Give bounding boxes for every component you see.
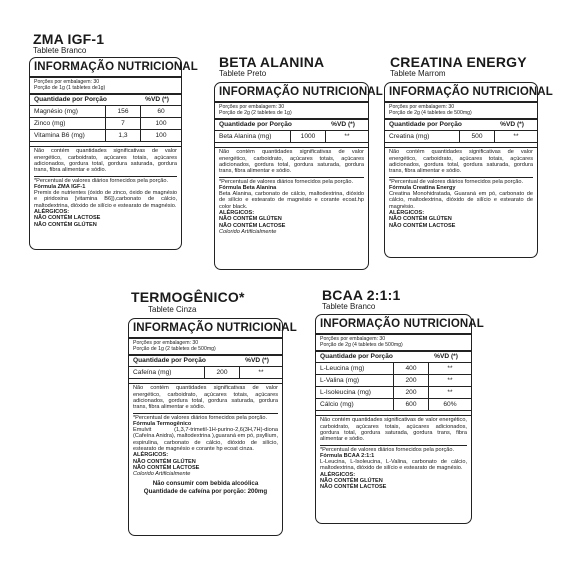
beta-heading: BETA ALANINA xyxy=(219,54,325,70)
creatina-allergen-lactose: NÃO CONTÉM LACTOSE xyxy=(389,222,456,229)
termo-servings: Porções por embalagem: 30 xyxy=(133,340,199,346)
bcaa-allergen-lactose: NÃO CONTÉM LACTOSE xyxy=(320,484,387,491)
bcaa-row-leucina: L-Leucina (mg) 400 ** xyxy=(316,363,471,375)
zma-allergens-title: ALÉRGICOS: xyxy=(34,209,70,216)
bcaa-row-valina: L-Valina (mg) 200 ** xyxy=(316,375,471,387)
beta-colorido: Colorido Artificialmente xyxy=(219,228,277,235)
termo-daily-value-note: *Percentual de valores diários fornecidos pela porção. xyxy=(133,414,268,421)
creatina-panel-title: INFORMAÇÃO NUTRICIONAL xyxy=(389,86,553,98)
beta-table-header: Quantidade por Porção %VD (*) xyxy=(215,118,368,131)
zma-row-magnesio: Magnésio (mg) 156 60 xyxy=(30,106,181,118)
termo-alcohol-warning: Não consumir com bebida alcoólica xyxy=(152,479,259,487)
beta-portion-size: Porção de 2g (2 tabletes de 1g) xyxy=(219,110,292,117)
bcaa-row-isoleucina: L-Isoleucina (mg) 200 ** xyxy=(316,387,471,399)
bcaa-daily-value-note: *Percentual de valores diários fornecidos pela porção. xyxy=(320,446,455,453)
beta-row-beta-alanina: Beta Alanina (mg) 1000 ** xyxy=(215,131,368,143)
termo-allergens-title: ALÉRGICOS: xyxy=(133,452,169,459)
bcaa-table-header: Quantidade por Porção %VD (*) xyxy=(316,350,471,363)
zma-formula-title: Fórmula ZMA IGF-1 xyxy=(34,183,86,190)
creatina-portion-size: Porção de 2g (4 tabletes de 500mg) xyxy=(389,110,472,117)
zma-servings: Porções por embalagem: 30 xyxy=(34,79,100,85)
zma-row-vitamina-b6: Vitamina B6 (mg) 1,3 100 xyxy=(30,130,181,142)
creatina-allergen-gluten: NÃO CONTÉM GLÚTEN xyxy=(389,216,452,223)
creatina-heading: CREATINA ENERGY xyxy=(390,54,527,70)
bcaa-portion-size: Porção de 2g (4 tabletes de 500mg) xyxy=(320,342,403,349)
bcaa-formula: L-Leucina, L-Isoleucina, L-Valina, carbonato de cálcio, maltodextrina, dióxido de silício e estearato de magnésio. xyxy=(320,459,467,472)
termo-colorido: Colorido Artificialmente xyxy=(133,471,191,478)
termo-formula: Emulvit (1,3,7-trimetil-1H-purino-2,6(3H,7H)-diona (Cafeína Anidra), maltodextrina ),guaraná em pó, psyllium, espirulina, carbonato de cálcio, dióxido de silício, estearato de magnésio e corante hp ecoat cinza. xyxy=(133,427,278,453)
creatina-table-header: Quantidade por Porção %VD (*) xyxy=(385,118,537,131)
beta-formula-title: Fórmula Beta Alanina xyxy=(219,184,277,191)
bcaa-formula-title: Fórmula BCAA 2:1:1 xyxy=(320,452,375,459)
creatina-daily-value-note: *Percentual de valores diários fornecidos pela porção. xyxy=(389,178,524,185)
termo-heading: TERMOGÊNICO* xyxy=(131,289,245,305)
zma-nutrition-panel xyxy=(29,57,198,250)
beta-formula: Beta Alanina, carbonato de cálcio, maltodextrina, dióxido de silício e estearato de magnésio e corante ecoat.hp color black. xyxy=(219,191,364,210)
beta-servings: Porções por embalagem: 30 xyxy=(219,104,285,110)
zma-allergen-gluten: NÃO CONTÉM GLÚTEN xyxy=(34,221,97,228)
bcaa-allergen-gluten: NÃO CONTÉM GLÚTEN xyxy=(320,478,383,485)
beta-panel-title: INFORMAÇÃO NUTRICIONAL xyxy=(219,86,383,98)
termo-portion-size: Porção de 1g (2 tabletes de 500mg) xyxy=(133,346,216,353)
bcaa-servings: Porções por embalagem: 30 xyxy=(320,336,386,342)
zma-row-zinco: Zinco (mg) 7 100 xyxy=(30,118,181,130)
zma-disclaimer: Não contém quantidades significativas de valor energético, carboidrato, açúcares totais, açúcares adicionados, gordura total, gordura saturada, gordura trans, fibra alimentar e sódio. xyxy=(34,148,177,174)
zma-daily-value-note: *Percentual de valores diários fornecidos pela porção. xyxy=(34,177,169,184)
zma-heading: ZMA IGF-1 xyxy=(33,31,105,47)
termo-formula-title: Fórmula Termogênico xyxy=(133,420,192,427)
bcaa-disclaimer: Não contém quantidades significativas de valor energético, carboidrato, açúcares totais, açúcares adicionados, gordura total, gordura saturada, gordura trans, fibra alimentar e sódio. xyxy=(320,417,467,443)
termo-allergen-lactose: NÃO CONTÉM LACTOSE xyxy=(133,464,200,471)
termo-caffeine-amount: Quantidade de cafeína por porção: 200mg xyxy=(143,488,268,496)
bcaa-tablet-color: Tablete Branco xyxy=(322,302,376,311)
zma-panel-title: INFORMAÇÃO NUTRICIONAL xyxy=(34,61,198,73)
creatina-formula-title: Fórmula Creatina Energy xyxy=(389,184,456,191)
termo-disclaimer: Não contém quantidades significativas de valor energético, carboidrato, açúcares totais, açúcares adicionados, gordura total, gordura saturada, gordura trans, fibra alimentar e sódio. xyxy=(133,385,278,411)
creatina-formula: Creatina Monohidratada, Guaraná em pó, carbonato de cálcio, maltodextrina, dióxido de silício e estearato de magnésio. xyxy=(389,191,533,210)
creatina-allergens-title: ALÉRGICOS: xyxy=(389,210,425,217)
termo-nutrition-panel xyxy=(128,318,297,536)
creatina-disclaimer: Não contém quantidades significativas de valor energético, carboidrato, açúcares totais, açúcares adicionados, gordura total, gordura saturada, gordura trans, fibra alimentar e sódio. xyxy=(389,149,533,175)
bcaa-nutrition-panel xyxy=(315,314,484,524)
beta-nutrition-panel xyxy=(214,82,383,270)
bcaa-heading: BCAA 2:1:1 xyxy=(322,287,401,303)
bcaa-allergens-title: ALÉRGICOS: xyxy=(320,471,356,478)
bcaa-row-calcio: Cálcio (mg) 600 60% xyxy=(316,399,471,411)
zma-portion-size: Porção de 1g (1 tabletes de1g) xyxy=(34,85,106,92)
zma-table-header: Quantidade por Porção %VD (*) xyxy=(30,93,181,106)
termo-table-header: Quantidade por Porção %VD (*) xyxy=(129,354,282,367)
creatina-row-creatina: Creatina (mg) 500 ** xyxy=(385,131,537,143)
termo-row-cafeina: Cafeína (mg) 200 ** xyxy=(129,367,282,379)
termo-allergen-gluten: NÃO CONTÉM GLÚTEN xyxy=(133,458,196,465)
beta-daily-value-note: *Percentual de valores diários fornecidos pela porção. xyxy=(219,178,354,185)
zma-allergen-lactose: NÃO CONTÉM LACTOSE xyxy=(34,215,101,222)
zma-tablet-color: Tablete Branco xyxy=(33,46,87,55)
bcaa-panel-title: INFORMAÇÃO NUTRICIONAL xyxy=(320,318,484,330)
beta-tablet-color: Tablete Preto xyxy=(219,69,267,78)
zma-formula: Premix de nutrientes (óxido de zinco, óxido de magnésio e piridoxina [vitamina B6]),carbonato de cálcio, maltodextrina, dióxido de silício e estearato de magnésio. xyxy=(34,190,177,209)
termo-panel-title: INFORMAÇÃO NUTRICIONAL xyxy=(133,322,297,334)
beta-allergens-title: ALÉRGICOS: xyxy=(219,210,255,217)
termo-tablet-color: Tablete Cinza xyxy=(148,305,197,314)
beta-disclaimer: Não contém quantidades significativas de valor energético, carboidrato, açúcares totais, açúcares adicionados, gordura total, gordura saturada, gordura trans, fibra alimentar e sódio. xyxy=(219,149,364,175)
creatina-nutrition-panel xyxy=(384,82,553,258)
beta-allergen-gluten: NÃO CONTÉM GLÚTEN xyxy=(219,216,282,223)
beta-allergen-lactose: NÃO CONTÉM LACTOSE xyxy=(219,222,286,229)
creatina-servings: Porções por embalagem: 30 xyxy=(389,104,455,110)
creatina-tablet-color: Tablete Marrom xyxy=(390,69,446,78)
